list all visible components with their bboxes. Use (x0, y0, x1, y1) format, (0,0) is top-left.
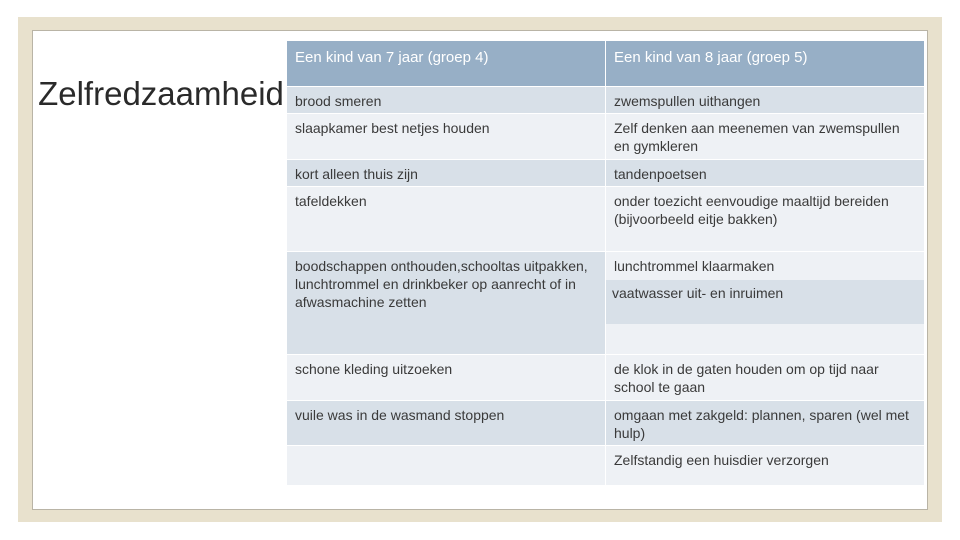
header-age-7: Een kind van 7 jaar (groep 4) (287, 41, 606, 87)
table-cell: lunchtrommel klaarmaken (606, 252, 924, 280)
table-row (287, 187, 925, 252)
table-row (287, 114, 925, 160)
table-row (287, 252, 925, 355)
table-row (287, 87, 925, 114)
header-age-8: Een kind van 8 jaar (groep 5) (606, 41, 925, 87)
table-cell: onder toezicht eenvoudige maaltijd bereiden (bijvoorbeeld eitje bakken) (606, 187, 925, 252)
table-cell: schone kleding uitzoeken (287, 355, 606, 401)
table-cell-split (606, 252, 925, 355)
table-cell: Zelfstandig een huisdier verzorgen (606, 446, 925, 486)
table-row (287, 446, 925, 486)
table-cell: de klok in de gaten houden om op tijd naar school te gaan (606, 355, 925, 401)
table-cell: tafeldekken (287, 187, 606, 252)
table-cell: vuile was in de wasmand stoppen (287, 401, 606, 446)
table-cell: kort alleen thuis zijn (287, 160, 606, 187)
table-cell: tandenpoetsen (606, 160, 925, 187)
table-cell: omgaan met zakgeld: plannen, sparen (wel met hulp) (606, 401, 925, 446)
table-row (287, 401, 925, 446)
table-cell-extra: vaatwasser uit- en inruimen (606, 280, 924, 324)
table-cell: brood smeren (287, 87, 606, 114)
comparison-table (286, 40, 925, 486)
table-row (287, 160, 925, 187)
table-row (287, 355, 925, 401)
table-cell-spacer (606, 324, 924, 354)
table-cell (287, 446, 606, 486)
table-cell: zwemspullen uithangen (606, 87, 925, 114)
table-cell: Zelf denken aan meenemen van zwemspullen en gymkleren (606, 114, 925, 160)
table-cell: slaapkamer best netjes houden (287, 114, 606, 160)
table-cell: boodschappen onthouden,schooltas uitpakken, lunchtrommel en drinkbeker op aanrecht of in afwasmachine zetten (287, 252, 606, 355)
table-header-row (287, 41, 925, 87)
slide-title: Zelfredzaamheid (38, 75, 284, 112)
